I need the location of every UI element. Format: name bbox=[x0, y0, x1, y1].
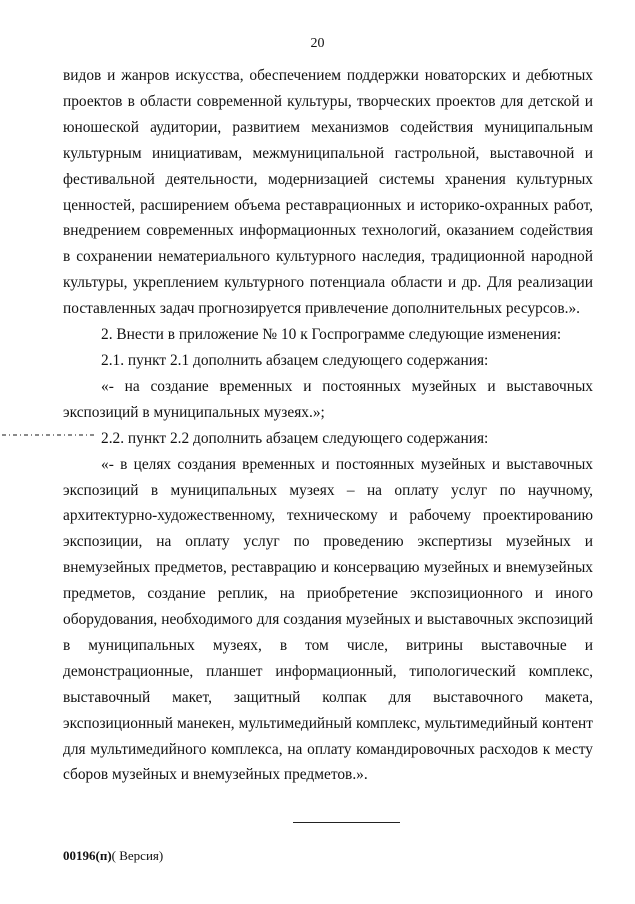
paragraph-quote-2-2: «- в целях создания временных и постоянных музейных и выставочных экспозиций в муниципальных музеях – на оплату услуг по научному, архитектурно-художественному, техническому и рабочему проектированию экспозиции, на оплату услуг по проведению экспертизы музейных и внемузейных предметов, реставрацию и консервацию музейных и внемузейных предметов, создание реплик, на приобретение экспозиционного и иного оборудования, необходимого для создания музейных и выставочных экспозиций в муниципальных музеях, в том числе, витрины выставочные и демонстрационные, планшет информационный, типологический комплекс, выставочный макет, защитный колпак для выставочного макета, экспозиционный манекен, мультимедийный комплекс, мультимедийный контент для мультимедийного комплекса, на оплату командировочных расходов к месту сборов музейных и внемузейных предметов.». bbox=[63, 455, 593, 784]
closing-divider bbox=[293, 822, 400, 823]
page-number: 20 bbox=[310, 36, 325, 51]
paragraph-quote-2-1: «- на создание временных и постоянных музейных и выставочных экспозиций в муниципальных музеях.»; bbox=[63, 377, 593, 421]
paragraph-item-2: 2. Внести в приложение № 10 к Госпрограмме следующие изменения: bbox=[101, 326, 562, 344]
paragraph-item-2-2: 2.2. пункт 2.2 дополнить абзацем следующего содержания: bbox=[101, 429, 489, 447]
version-label: ( Версия) bbox=[111, 848, 164, 863]
paragraph-item-2-1: 2.1. пункт 2.1 дополнить абзацем следующего содержания: bbox=[101, 351, 489, 369]
paragraph-continuation: видов и жанров искусства, обеспечением поддержки новаторских и дебютных проектов в области современной культуры, творческих проектов для детской и юношеской аудитории, развитием механизмов содействия муниципальным культурным инициативам, межмуниципальной гастрольной, выставочной и фестивальной деятельности, модернизацией системы хранения культурных ценностей, расширением объема реставрационных и историко-охранных работ, внедрением современных информационных технологий, оказанием содействия в сохранении нематериального культурного наследия, традиционной народной культуры, укреплением культурного потенциала области и др. Для реализации поставленных задач прогнозируется привлечение дополнительных ресурсов.». bbox=[63, 67, 593, 318]
doc-code: 00196(п) bbox=[63, 848, 112, 863]
document-body bbox=[63, 63, 593, 788]
footer-document-code bbox=[63, 848, 163, 864]
